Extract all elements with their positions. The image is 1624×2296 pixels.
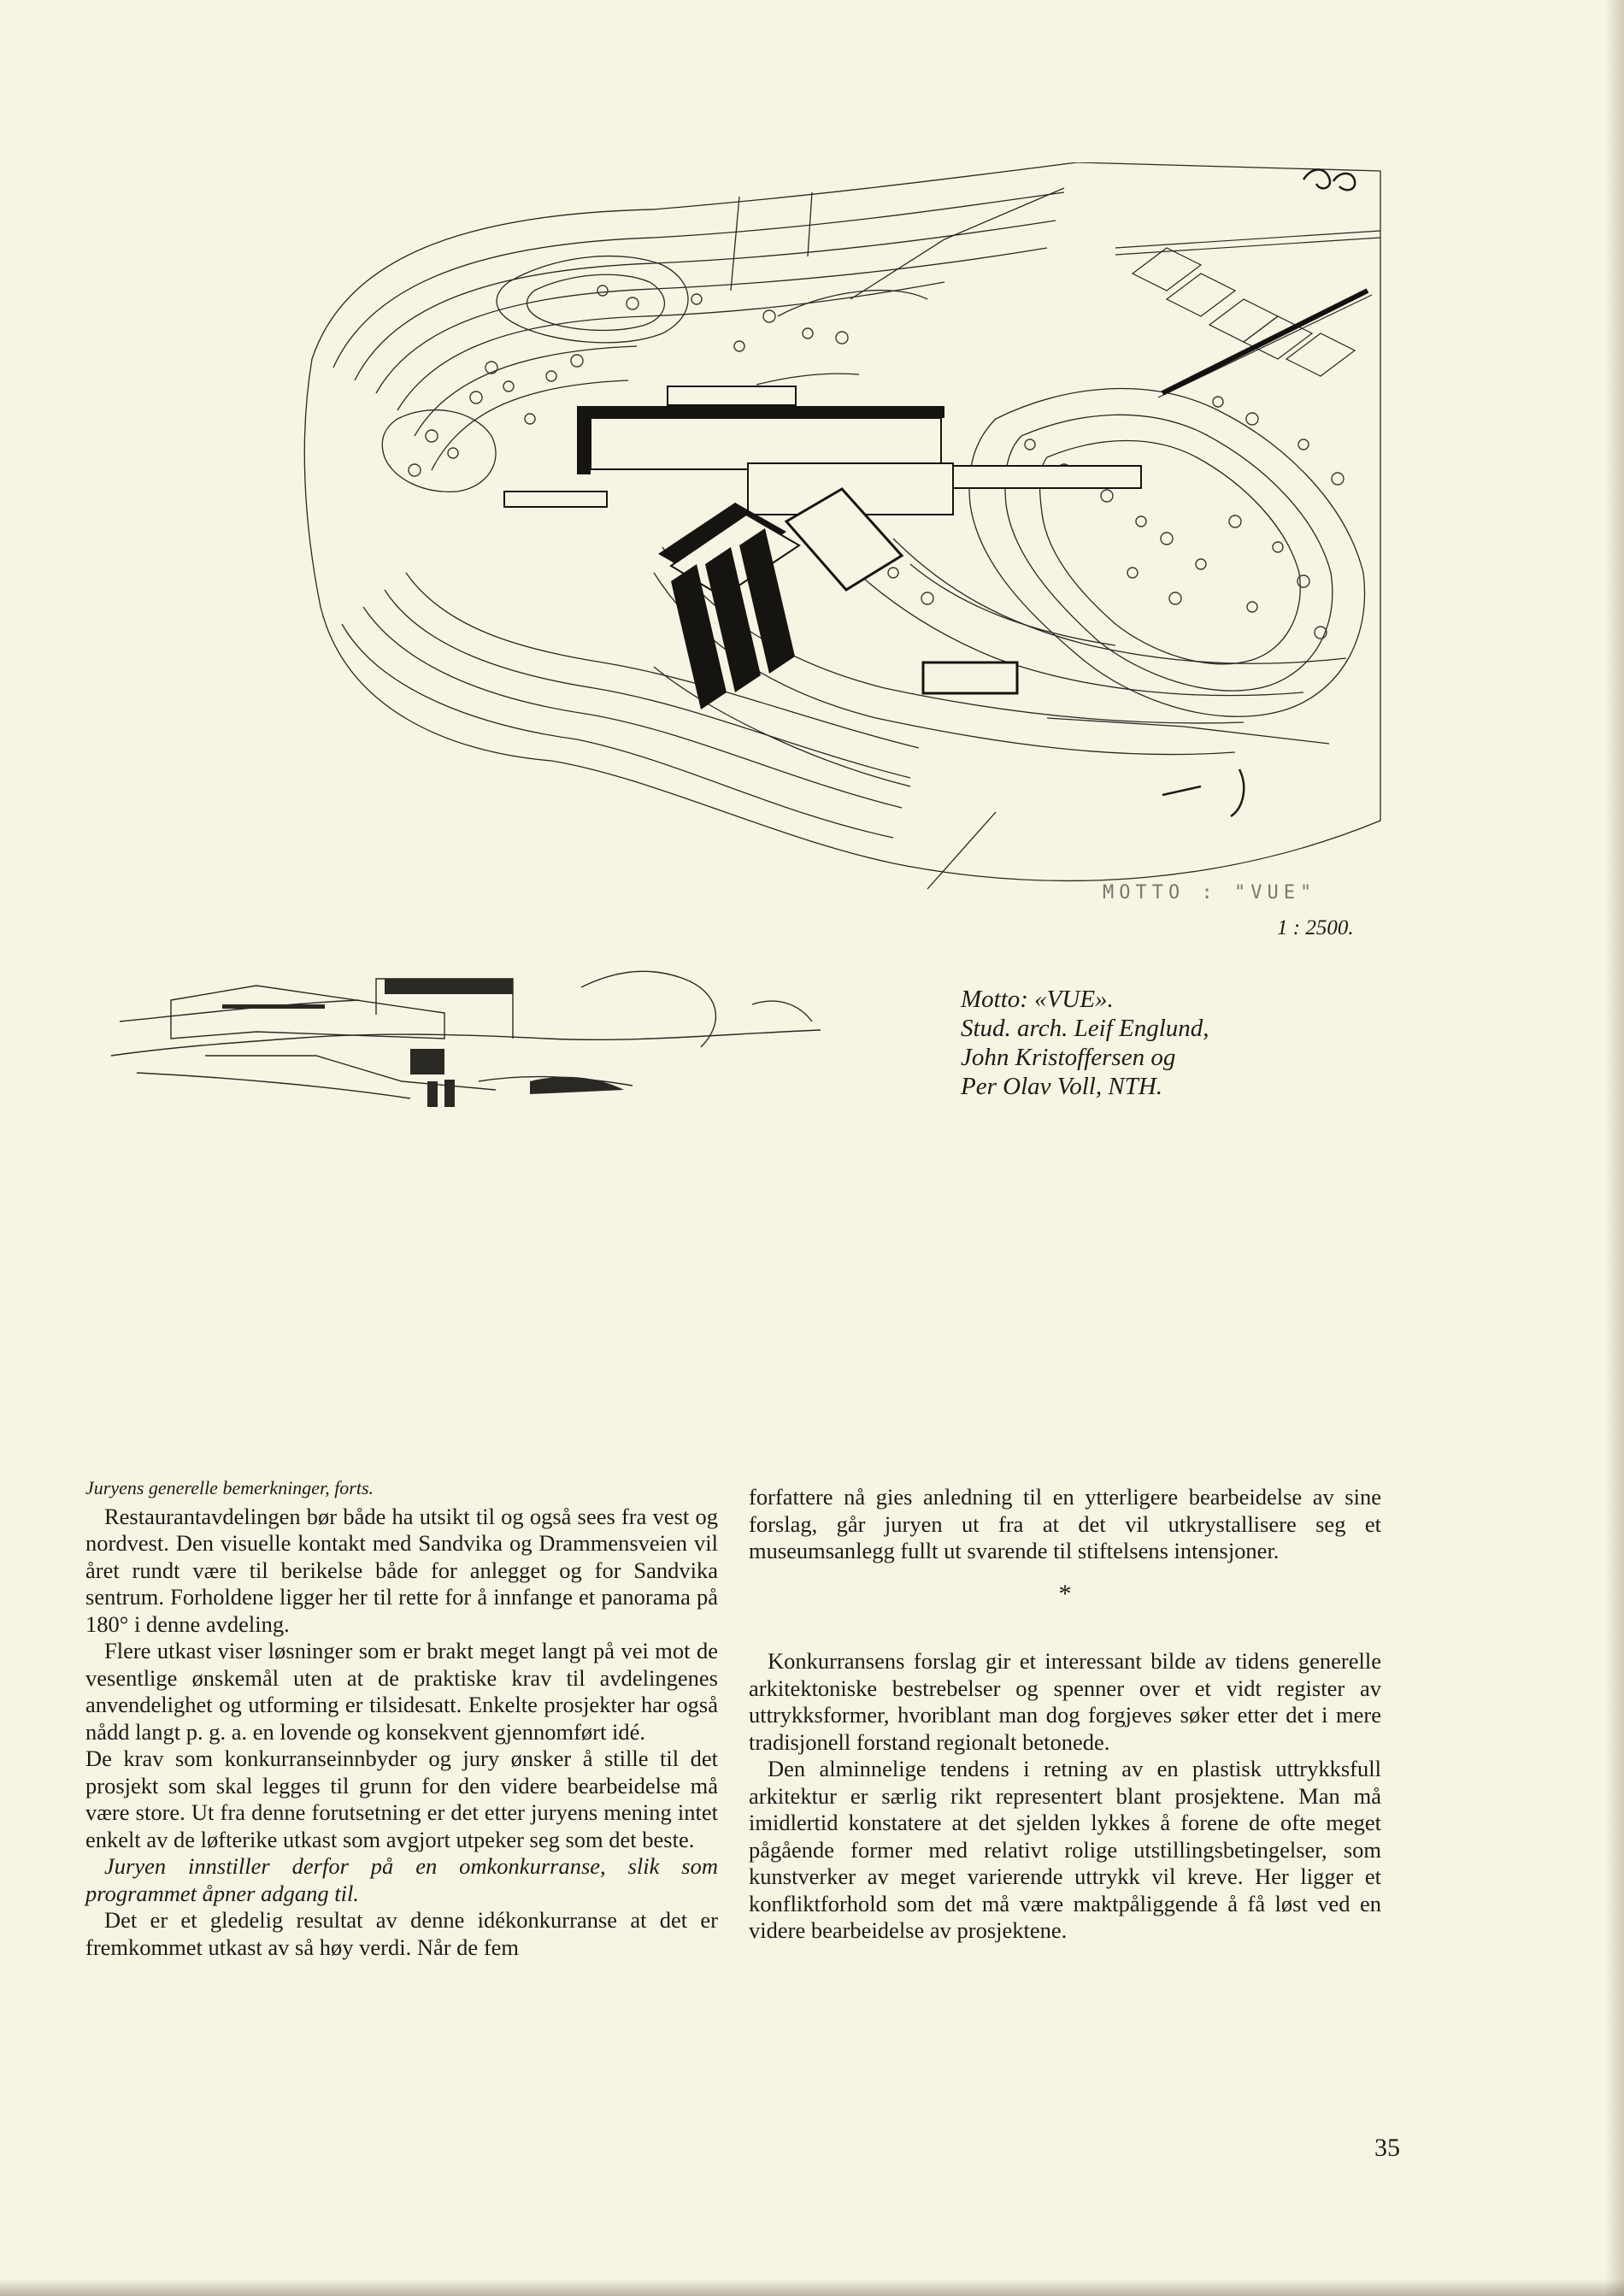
paragraph: De krav som konkurranseinnbyder og jury ønsker å stille til det prosjekt som skal legges til grunn for den videre bearbeidelse må være store. Ut fra denne forutsetning er det etter juryens mening intet enkelt av de løfterike utkast som avgjort utpeker seg som det beste.: [85, 1746, 718, 1852]
paragraph: Flere utkast viser løsninger som er brakt meget langt på vei mot de vesentlige ønskemål uten at de praktiske krav til avdelingenes anvendelighet og utforming er tilsidesatt. Enkelte prosjekter har også nådd langt p. g. a. en lovende og konsekvent gjennomført idé.: [85, 1638, 718, 1745]
scale-label: 1 : 2500.: [1277, 916, 1354, 939]
site-plan-drawing: [295, 162, 1397, 915]
page-bottom-shadow: [0, 2279, 1624, 2296]
caption-line: John Kristoffersen og: [961, 1044, 1176, 1071]
paragraph: Det er et gledelig resultat av denne idékonkurranse at det er fremkommet utkast av så høy verdi. Når de fem: [85, 1907, 718, 1960]
figure-caption: [961, 985, 1209, 1101]
page-edge-shadow: [1605, 0, 1624, 2296]
section-divider-asterisk: *: [1058, 1579, 1072, 1608]
text-column-right: [749, 1484, 1381, 1945]
text-column-left: [85, 1475, 718, 1961]
paragraph: forfattere nå gies anledning til en ytterligere bearbeidelse av sine forslag, går juryen ut fra at det vil utkrystallisere seg et museumsanlegg fullt ut svarende til stiftelsens intensjoner.: [749, 1484, 1381, 1563]
paragraph: Restaurantavdelingen bør både ha utsikt til og også sees fra vest og nordvest. Den visuelle kontakt med Sandvika og Drammensveien vil året rundt være til berikelse både for anlegget og for Sandvika sentrum. Forholdene ligger her til rette for å innfange et panorama på 180° i denne avdeling.: [85, 1503, 718, 1637]
motto-stamp: MOTTO : "VUE": [1103, 882, 1317, 904]
jury-recommendation: Juryen innstiller derfor på en omkonkurranse, slik som programmet åpner adgang til.: [85, 1853, 718, 1906]
paragraph: Konkurransens forslag gir et interessant bilde av tidens generelle arkitektoniske bestrebelser og spenner over et vidt register av uttrykksformer, hvoriblant man dog forgjeves søker etter det i mere tradisjonell forstand regionalt betonede.: [749, 1648, 1381, 1755]
running-head: Juryens generelle bemerkninger, forts.: [85, 1477, 374, 1498]
caption-line: Per Olav Voll, NTH.: [961, 1073, 1163, 1100]
paragraph: Den alminnelige tendens i retning av en plastisk uttrykksfull arkitektur er særlig rikt representert blant prosjektene. Man må imidlertid konstatere at det sjelden lykkes å forene de ofte meget pågående former med relativt rolige utstillingsbetingelser, som kunstverker av meget varierende uttrykk vil kreve. Her ligger et konfliktforhold som det må være maktpåliggende å få løst ved en videre bearbeidelse av prosjektene.: [749, 1756, 1381, 1943]
perspective-sketch: [103, 953, 829, 1116]
caption-line: Stud. arch. Leif Englund,: [961, 1015, 1209, 1042]
page-number: 35: [1374, 2134, 1400, 2162]
caption-line: Motto: «VUE».: [961, 986, 1114, 1013]
